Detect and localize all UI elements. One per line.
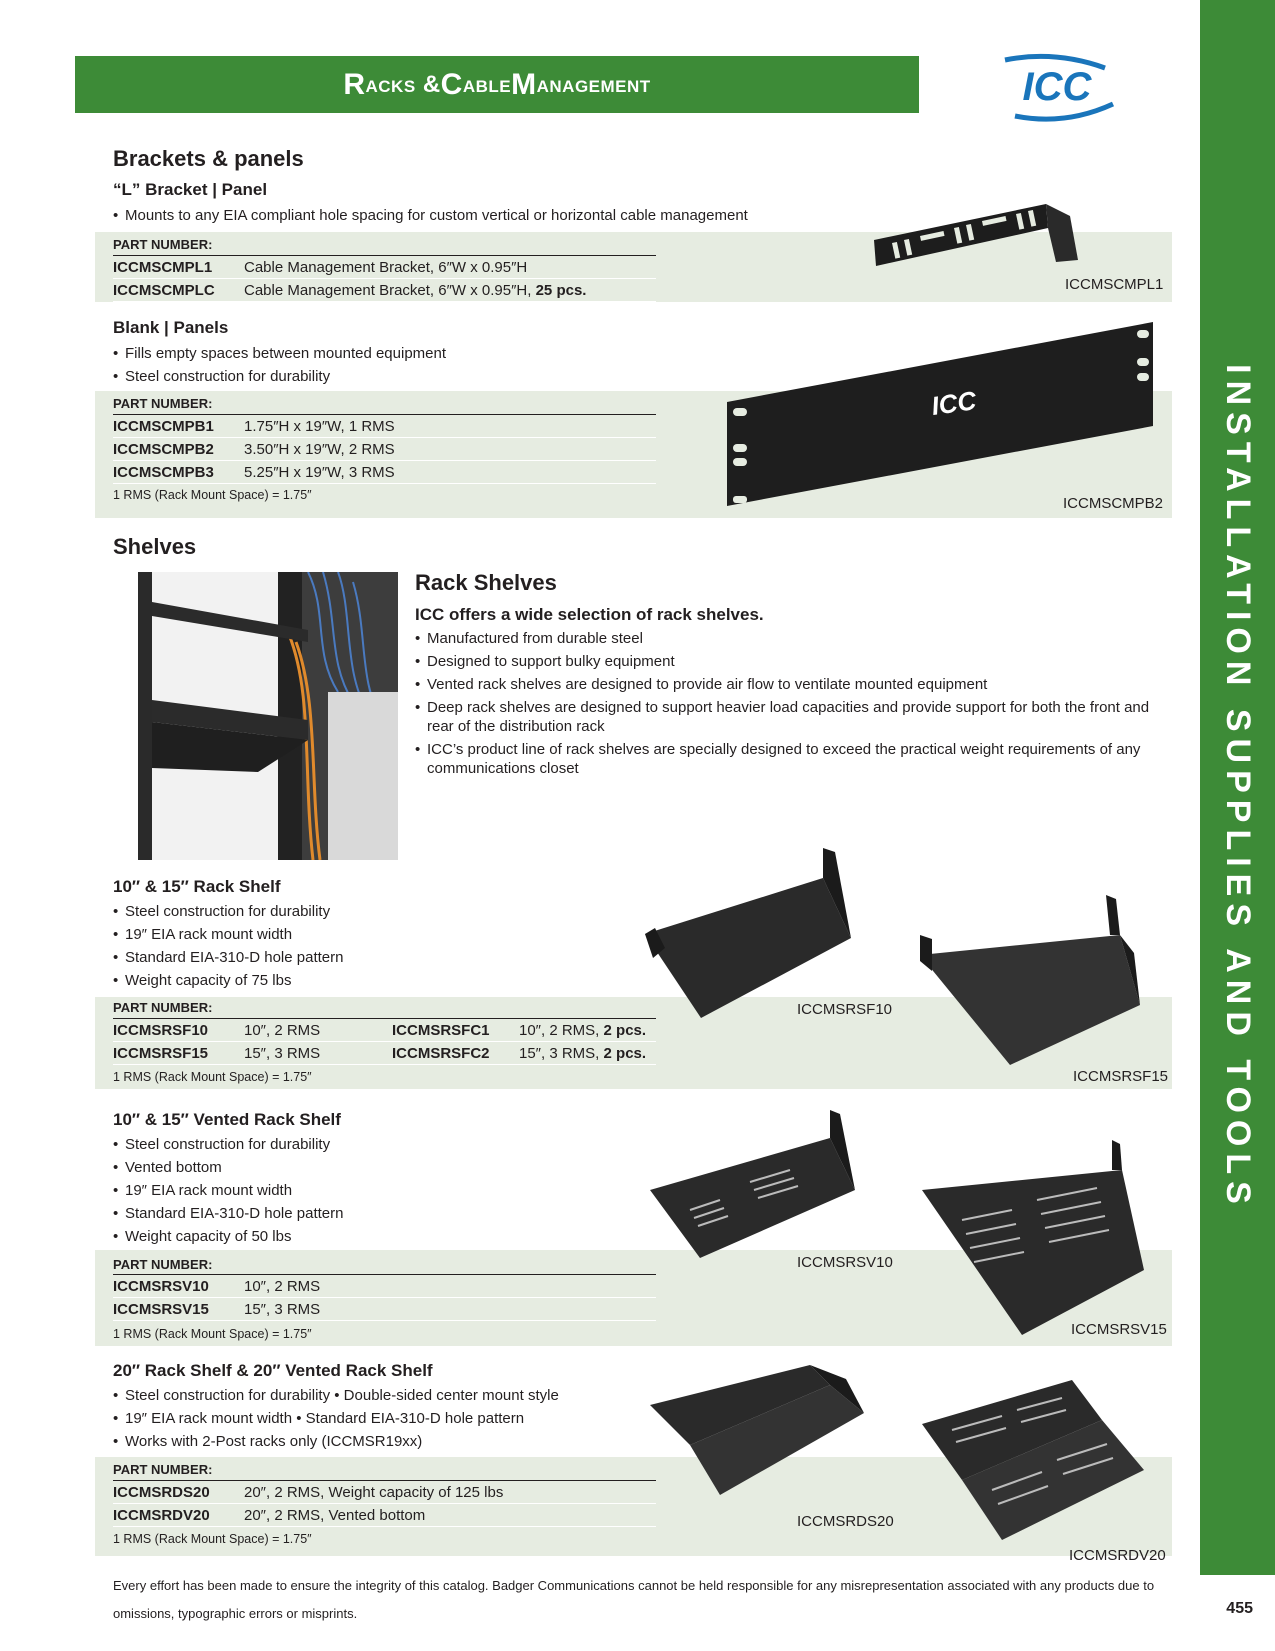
blank-title: Blank | Panels: [113, 318, 229, 337]
bullet: • Vented rack shelves are designed to provide air flow to ventilate mounted equipment: [415, 675, 1170, 694]
vented-shelf-20-image: [922, 1380, 1162, 1545]
standard-shelf-bullets: [113, 900, 343, 992]
bullet: • Steel construction for durability • Double-sided center mount style: [113, 1384, 559, 1407]
bullet: • Works with 2-Post racks only (ICCMSR19xx): [113, 1430, 559, 1453]
part-number-header: PART NUMBER:: [113, 1462, 213, 1477]
image-caption: ICCMSCMPL1: [1065, 276, 1164, 293]
vented-shelf-title: 10″ & 15″ Vented Rack Shelf: [113, 1110, 341, 1129]
bullet: • 19″ EIA rack mount width: [113, 1179, 343, 1202]
rms-note: 1 RMS (Rack Mount Space) = 1.75″: [113, 1532, 312, 1546]
rms-note: 1 RMS (Rack Mount Space) = 1.75″: [113, 1327, 312, 1341]
part-number-header: PART NUMBER:: [113, 237, 213, 252]
shelf-20-image: [650, 1365, 890, 1505]
bullet: • Weight capacity of 50 lbs: [113, 1225, 343, 1248]
table-row: ICCMSCMPLC Cable Management Bracket, 6″W x 0.95″H, 25 pcs.: [113, 279, 656, 302]
part-number-header: PART NUMBER:: [113, 1257, 213, 1272]
table-row: ICCMSRDV20 20″, 2 RMS, Vented bottom: [113, 1504, 656, 1527]
rack-shelves-bullets: [415, 629, 1170, 778]
rack-shelves-title: Rack Shelves: [415, 570, 557, 595]
part-number-header: PART NUMBER:: [113, 396, 213, 411]
lbracket-title: “L” Bracket | Panel: [113, 180, 268, 199]
image-caption: ICCMSRSF15: [1073, 1068, 1169, 1085]
bullet: • ICC’s product line of rack shelves are specially designed to exceed the practical weight requirements of any communications closet: [415, 740, 1170, 778]
table-row: ICCMSCMPB1 1.75″H x 19″W, 1 RMS: [113, 415, 656, 438]
bullet: • Steel construction for durability: [113, 1133, 343, 1156]
twenty-shelf-title: 20″ Rack Shelf & 20″ Vented Rack Shelf: [113, 1361, 433, 1380]
bullet: • Steel construction for durability: [113, 365, 446, 388]
bullet: • Steel construction for durability: [113, 900, 343, 923]
bullet: • Deep rack shelves are designed to support heavier load capacities and provide support for both the front and rear of the distribution rack: [415, 698, 1170, 736]
vented-parts-table: [113, 1274, 656, 1321]
table-row: ICCMSRSV10 10″, 2 RMS: [113, 1275, 656, 1298]
svg-text:ICC: ICC: [929, 385, 979, 422]
blank-parts-table: [113, 414, 656, 484]
disclaimer: Every effort has been made to ensure the integrity of this catalog. Badger Communications cannot be held responsible for any misrepresentation associated with any products due to omissions, typographic errors or misprints.: [113, 1578, 1155, 1621]
bullet: • 19″ EIA rack mount width: [113, 923, 343, 946]
lbracket-parts-table: [113, 255, 656, 302]
shelf-15-image: [920, 895, 1160, 1070]
table-row: ICCMSRSV15 15″, 3 RMS: [113, 1298, 656, 1321]
bullet: • Mounts to any EIA compliant hole spacing for custom vertical or horizontal cable management: [113, 204, 748, 227]
rms-note: 1 RMS (Rack Mount Space) = 1.75″: [113, 488, 312, 502]
bullet: • Weight capacity of 75 lbs: [113, 969, 343, 992]
bullet: • Manufactured from durable steel: [415, 629, 1170, 648]
table-row: ICCMSRSF15 15″, 3 RMS ICCMSRSFC2 15″, 3 RMS, 2 pcs.: [113, 1042, 656, 1065]
standard-parts-table: [113, 1018, 656, 1065]
vented-shelf-10-image: [650, 1110, 890, 1260]
l-bracket-image: [870, 188, 1100, 283]
rack-shelves-subtitle: ICC offers a wide selection of rack shelves.: [415, 605, 764, 624]
image-caption: ICCMSRSV10: [797, 1254, 893, 1271]
bullet: • Fills empty spaces between mounted equipment: [113, 342, 446, 365]
table-row: ICCMSCMPB2 3.50″H x 19″W, 2 RMS: [113, 438, 656, 461]
brackets-heading: Brackets & panels: [113, 146, 304, 171]
image-caption: ICCMSRDS20: [797, 1513, 894, 1530]
image-caption: ICCMSRSV15: [1071, 1321, 1167, 1338]
bullet: • Vented bottom: [113, 1156, 343, 1179]
table-row: ICCMSCMPL1 Cable Management Bracket, 6″W x 0.95″H: [113, 256, 656, 279]
sidebar-label: INSTALLATION SUPPLIES AND TOOLS: [1219, 364, 1257, 1211]
blank-panel-image: [725, 318, 1155, 508]
image-caption: ICCMSRDV20: [1069, 1547, 1166, 1564]
part-number-header: PART NUMBER:: [113, 1000, 213, 1015]
shelves-heading: Shelves: [113, 534, 197, 559]
page-number: 455: [1226, 1600, 1253, 1617]
standard-shelf-title: 10″ & 15″ Rack Shelf: [113, 877, 281, 896]
table-row: ICCMSRSF10 10″, 2 RMS ICCMSRSFC1 10″, 2 RMS, 2 pcs.: [113, 1019, 656, 1042]
image-caption: ICCMSRSF10: [797, 1001, 893, 1018]
twenty-shelf-bullets: [113, 1384, 559, 1453]
vented-shelf-15-image: [922, 1140, 1162, 1335]
twenty-parts-table: [113, 1480, 656, 1527]
icc-logo: [985, 52, 1130, 124]
lbracket-bullets: [113, 204, 748, 227]
table-row: ICCMSCMPB3 5.25″H x 19″W, 3 RMS: [113, 461, 656, 484]
bullet: • Standard EIA-310-D hole pattern: [113, 946, 343, 969]
image-caption: ICCMSCMPB2: [1063, 495, 1164, 512]
bullet: • Designed to support bulky equipment: [415, 652, 1170, 671]
rms-note: 1 RMS (Rack Mount Space) = 1.75″: [113, 1070, 312, 1084]
blank-bullets: [113, 342, 446, 388]
vented-shelf-bullets: [113, 1133, 343, 1248]
section-banner: R acks & C able M anagement: [75, 56, 919, 113]
svg-text:ICC: ICC: [1022, 65, 1092, 109]
bullet: • Standard EIA-310-D hole pattern: [113, 1202, 343, 1225]
rack-photo: [138, 572, 398, 860]
bullet: • 19″ EIA rack mount width • Standard EIA-310-D hole pattern: [113, 1407, 559, 1430]
table-row: ICCMSRDS20 20″, 2 RMS, Weight capacity of 125 lbs: [113, 1481, 656, 1504]
